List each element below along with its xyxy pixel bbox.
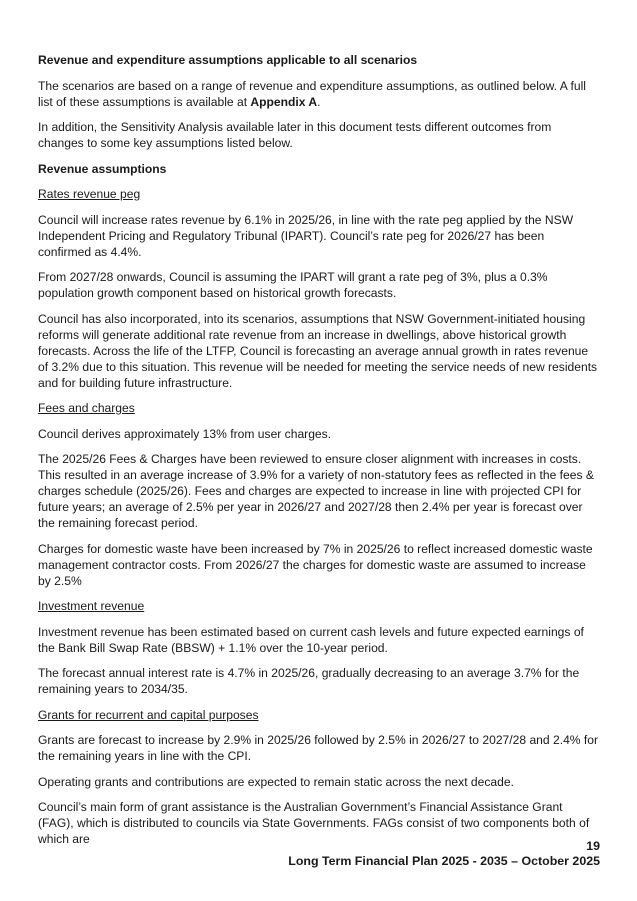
- intro-paragraph-2: In addition, the Sensitivity Analysis available later in this document tests different outcomes from changes to some key assumptions listed below.: [38, 120, 552, 150]
- subheading-grants: Grants for recurrent and capital purposes: [38, 707, 259, 722]
- grants-paragraph-2: Operating grants and contributions are expected to remain static across the next decade.: [38, 774, 514, 789]
- rates-paragraph-3: Council has also incorporated, into its scenarios, assumptions that NSW Government-initiated housing reforms will generate additional rate revenue from an increase in dwellings, above historical growth forecasts. Across the life of the LTFP, Council is forecasting an average annual growth in rates revenue of 3.2% due to this situation. This revenue will be needed for meeting the service needs of new residents and for building future infrastructure.: [38, 311, 598, 390]
- page-footer: [288, 839, 600, 869]
- investment-paragraph-2: The forecast annual interest rate is 4.7% in 2025/26, gradually decreasing to an average 3.7% for the remaining years to 2034/35.: [38, 666, 580, 696]
- appendix-reference: Appendix A: [250, 94, 318, 109]
- fees-paragraph-2: The 2025/26 Fees & Charges have been reviewed to ensure closer alignment with increases in costs. This resulted in an average increase of 3.9% for a variety of non-statutory fees as reflected in the fees & charges schedule (2025/26). Fees and charges are expected to increase in line with projected CPI for future years; an average of 2.5% per year in 2026/27 and 2027/28 then 2.4% per year is forecast over the remaining forecast period.: [38, 452, 594, 530]
- intro-text-end: .: [317, 94, 321, 109]
- intro-paragraph-1: [38, 78, 600, 110]
- subheading-fees: Fees and charges: [38, 401, 135, 415]
- subheading-rates: Rates revenue peg: [38, 187, 141, 201]
- rates-paragraph-2: From 2027/28 onwards, Council is assuming the IPART will grant a rate peg of 3%, plus a 0.3% population growth component based on historical growth forecasts.: [38, 270, 548, 300]
- document-title: Long Term Financial Plan 2025 - 2035 – October 2025: [288, 854, 600, 868]
- section-heading-assumptions: Revenue and expenditure assumptions applicable to all scenarios: [38, 53, 418, 67]
- page-number: 19: [586, 839, 600, 853]
- intro-text: The scenarios are based on a range of revenue and expenditure assumptions, as outlined below. A full list of these assumptions is available at: [38, 78, 586, 109]
- grants-paragraph-3: Council’s main form of grant assistance is the Australian Government’s Financial Assistance Grant (FAG), which is distributed to councils via State Governments. FAGs consist of two components both of which are: [38, 800, 590, 846]
- fees-paragraph-3: Charges for domestic waste have been increased by 7% in 2025/26 to reflect increased domestic waste management contractor costs. From 2026/27 the charges for domestic waste are assumed to increase by 2.5%: [38, 541, 593, 588]
- fees-paragraph-1: Council derives approximately 13% from user charges.: [38, 426, 332, 441]
- investment-paragraph-1: Investment revenue has been estimated based on current cash levels and future expected earnings of the Bank Bill Swap Rate (BBSW) + 1.1% over the 10-year period.: [38, 624, 584, 655]
- section-heading-revenue: Revenue assumptions: [38, 161, 167, 176]
- rates-paragraph-1: Council will increase rates revenue by 6.1% in 2025/26, in line with the rate peg applied by the NSW Independent Pricing and Regulatory Tribunal (IPART). Council’s rate peg for 2026/27 has been confirmed as 4.4%.: [38, 212, 574, 259]
- grants-paragraph-1: Grants are forecast to increase by 2.9% in 2025/26 followed by 2.5% in 2026/27 to 2027/28 and 2.4% for the remaining years in line with the CPI.: [38, 733, 599, 763]
- document-body: [38, 52, 600, 857]
- subheading-investment: Investment revenue: [38, 599, 145, 613]
